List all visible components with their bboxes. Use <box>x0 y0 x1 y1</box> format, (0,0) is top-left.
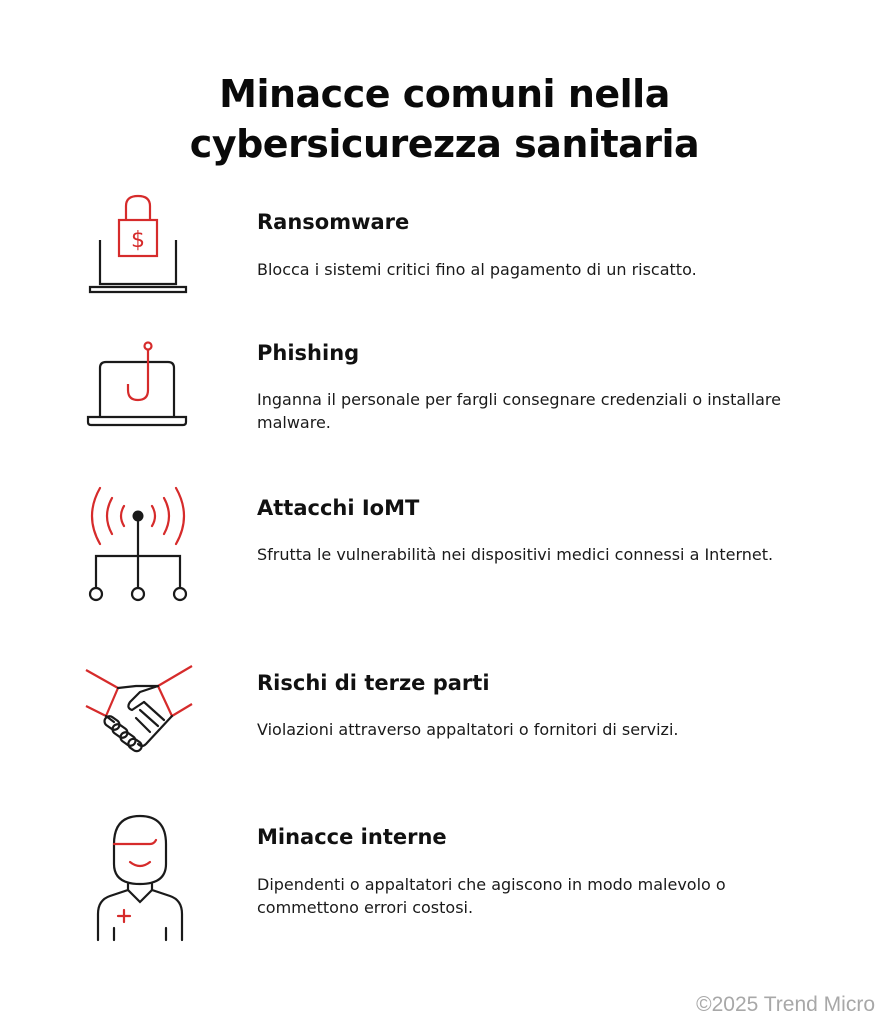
copyright-footer: ©2025 Trend Micro <box>696 993 875 1016</box>
threat-description: Inganna il personale per fargli consegnare credenziali o installare malware. <box>257 390 781 432</box>
threat-title: Ransomware <box>257 210 410 234</box>
laptop-lock-icon <box>88 194 192 298</box>
page-title-line-2: cybersicurezza sanitaria <box>189 122 700 167</box>
page-title <box>0 69 889 169</box>
threat-title: Attacchi IoMT <box>257 496 420 520</box>
person-insider-icon <box>94 814 186 944</box>
threat-description: Dipendenti o appaltatori che agiscono in modo malevolo o commettono errori costosi. <box>257 875 726 917</box>
threat-title: Rischi di terze parti <box>257 671 490 695</box>
threat-title: Phishing <box>257 341 360 365</box>
handshake-icon <box>84 664 194 756</box>
laptop-fishhook-icon <box>86 340 190 430</box>
threat-description: Sfrutta le vulnerabilità nei dispositivi medici connessi a Internet. <box>257 545 774 564</box>
threat-title: Minacce interne <box>257 825 447 849</box>
threat-description: Blocca i sistemi critici fino al pagamento di un riscatto. <box>257 260 697 279</box>
page-title-line-1: Minacce comuni nella <box>219 72 670 117</box>
antenna-network-icon <box>86 484 190 604</box>
threat-description: Violazioni attraverso appaltatori o fornitori di servizi. <box>257 720 679 739</box>
svg-text:$: $ <box>131 228 145 253</box>
